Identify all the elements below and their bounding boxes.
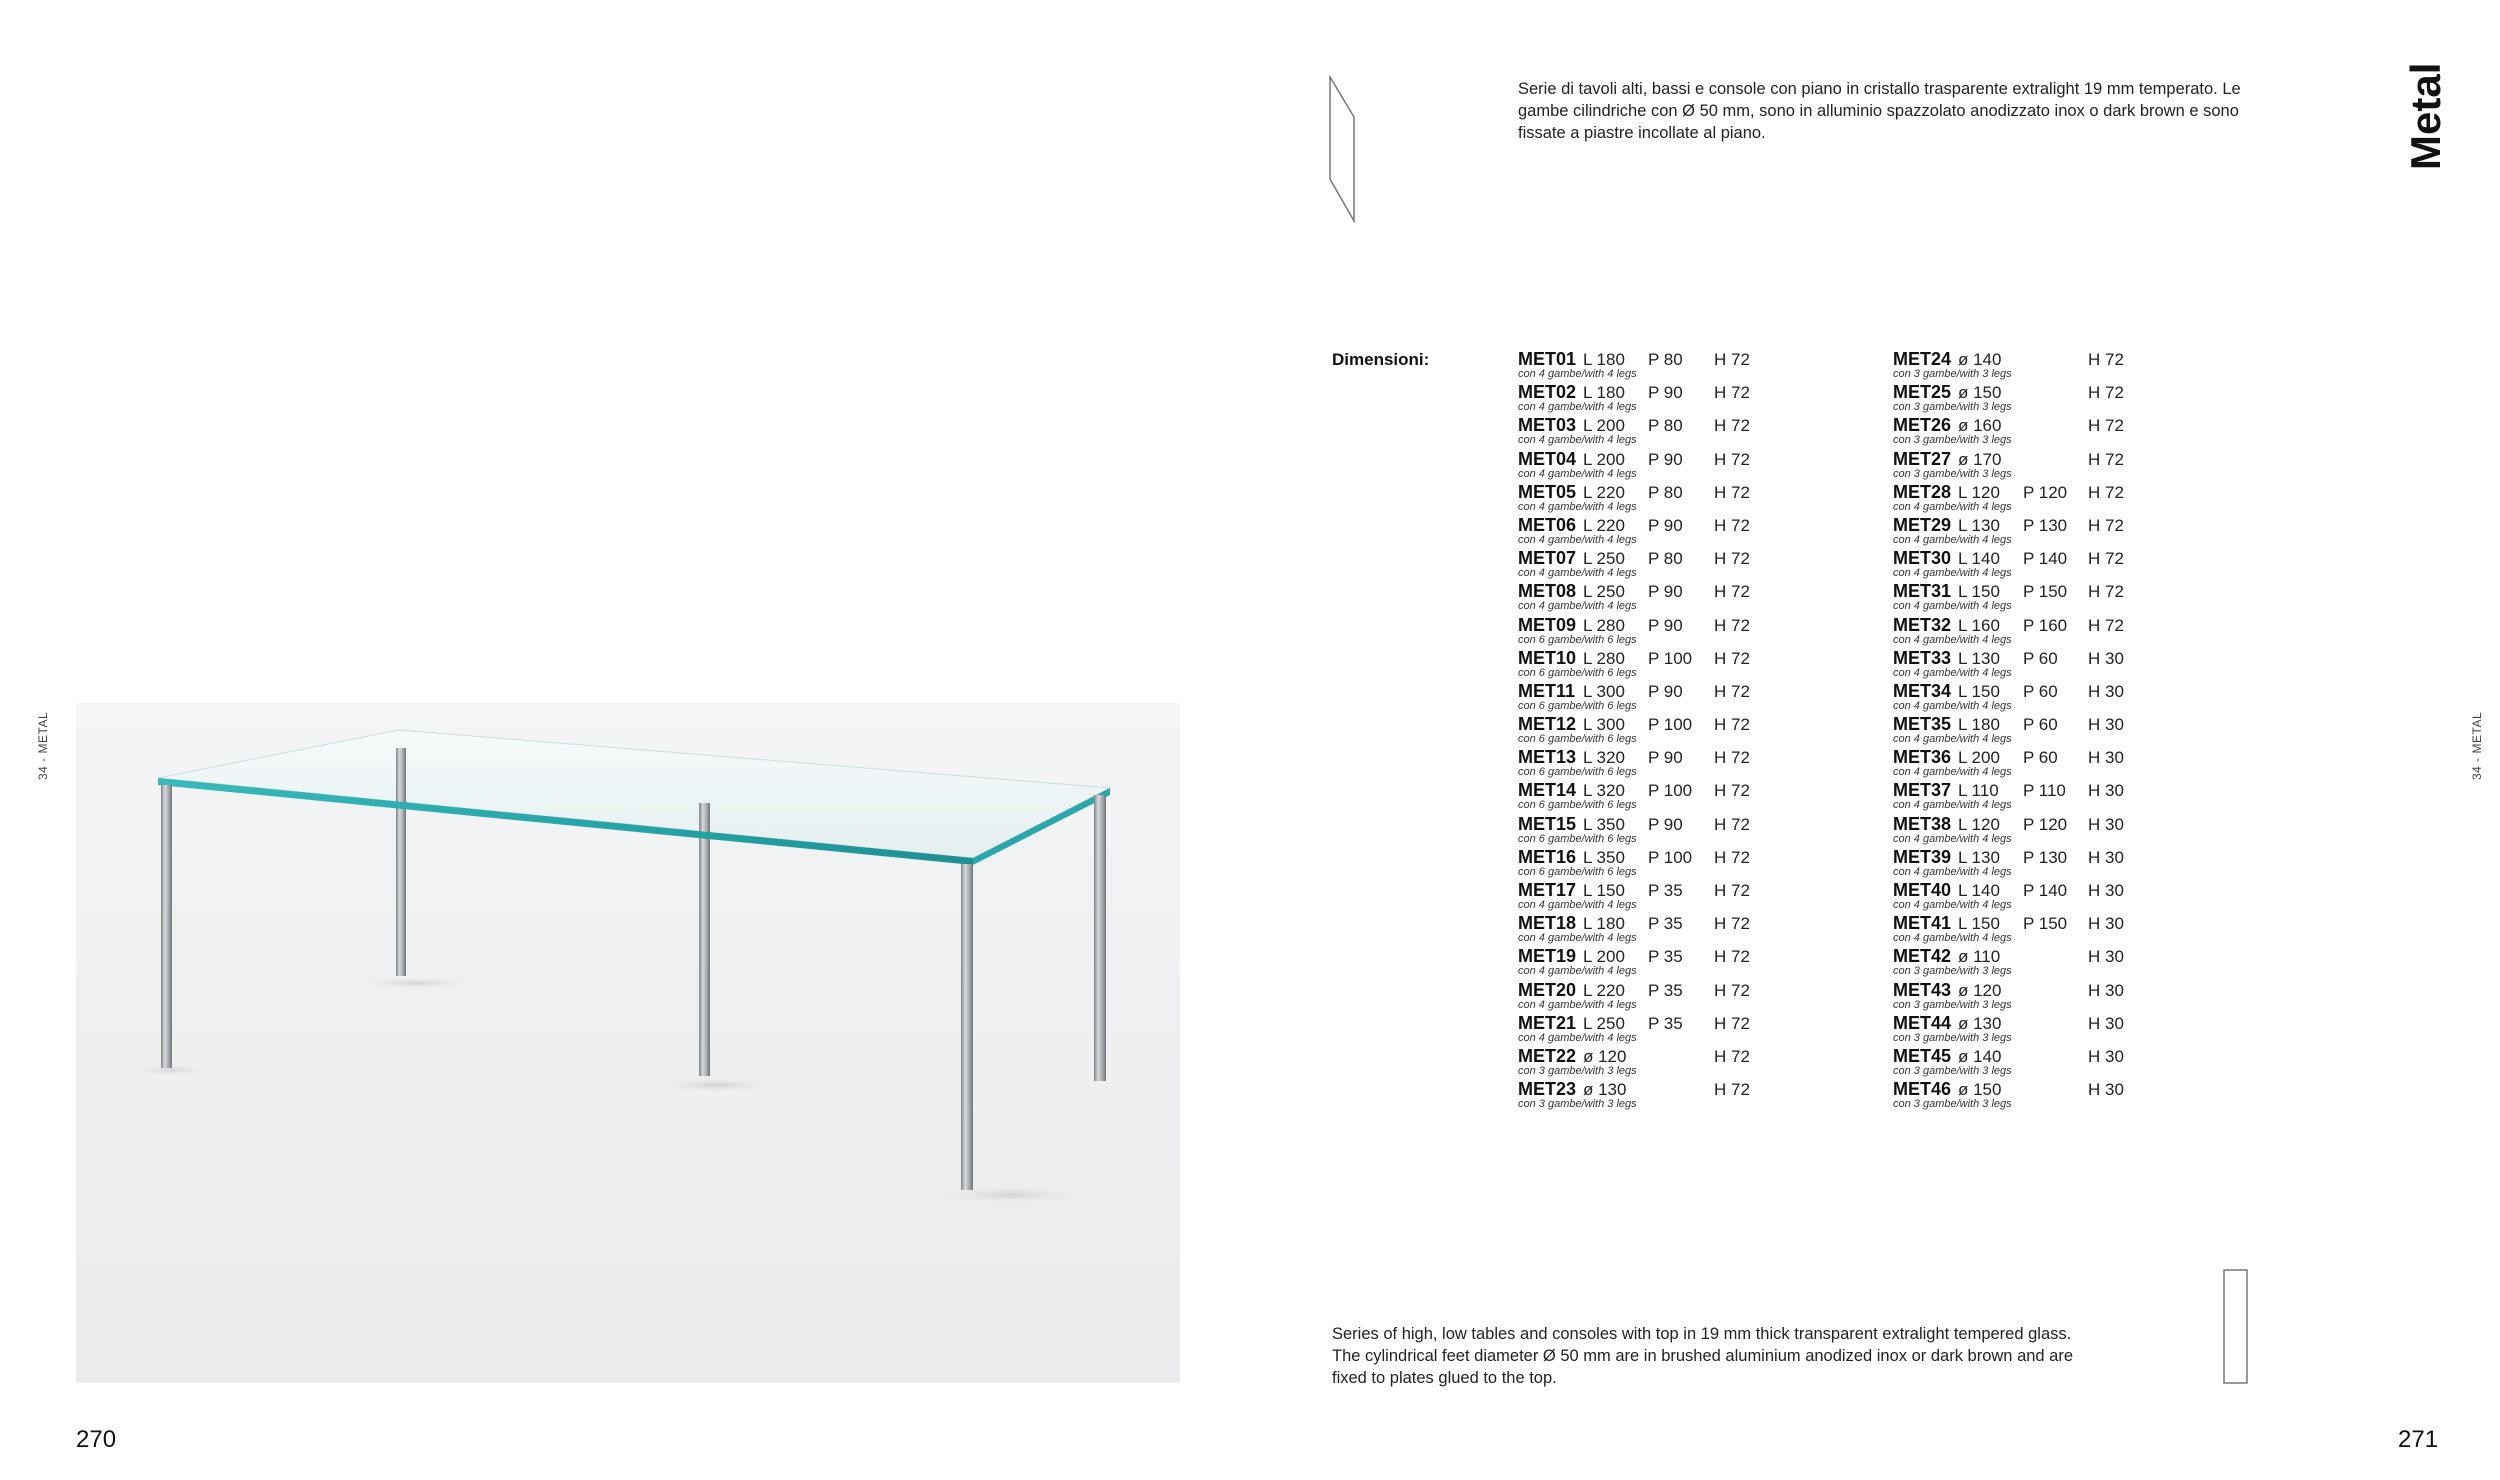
- dimension-length: L 150: [1958, 681, 2000, 701]
- dimension-depth: P 60: [2023, 748, 2058, 768]
- model-code: MET35: [1893, 714, 1952, 735]
- dimensions-column-left: [1518, 349, 1878, 1112]
- dimension-height: H 30: [2088, 781, 2124, 801]
- legs-note: con 3 gambe/with 3 legs: [1893, 965, 2012, 978]
- legs-note: con 4 gambe/with 4 legs: [1518, 368, 1637, 380]
- collection-title: Metal: [2402, 62, 2449, 170]
- model-code: MET17: [1518, 880, 1577, 900]
- model-code: MET11: [1518, 680, 1576, 701]
- model-code: MET33: [1893, 647, 1952, 668]
- legs-note: con 4 gambe/with 4 legs: [1518, 899, 1637, 911]
- model-code: MET03: [1518, 415, 1577, 436]
- model-code: MET36: [1893, 747, 1952, 768]
- legs-note: con 6 gambe/with 6 legs: [1518, 832, 1637, 845]
- dimension-length: L 120: [1958, 482, 2000, 502]
- dimension-height: H 72: [1714, 648, 1750, 668]
- dimension-length: L 130: [1958, 648, 2000, 668]
- dimension-depth: P 35: [1648, 947, 1683, 967]
- dimension-length: L 250: [1583, 582, 1625, 602]
- legs-note: con 3 gambe/with 3 legs: [1893, 368, 2012, 380]
- legs-note: con 6 gambe/with 6 legs: [1518, 699, 1637, 712]
- dimensions-label: Dimensioni:: [1332, 350, 1430, 369]
- dimension-depth: P 60: [2023, 715, 2058, 735]
- dimension-height: H 72: [1714, 980, 1750, 1000]
- dimension-length: ø 130: [1958, 1013, 2002, 1033]
- dimension-entry: [1893, 946, 2253, 979]
- legs-note: con 4 gambe/with 4 legs: [1893, 699, 2012, 712]
- dimension-entry: [1893, 648, 2253, 681]
- dimension-entry: [1893, 714, 2253, 747]
- table-leg-back-right: [699, 803, 710, 1076]
- dimension-depth: P 80: [1648, 482, 1683, 502]
- model-code: MET40: [1893, 880, 1952, 900]
- dimension-entry: [1518, 1046, 1878, 1079]
- legs-note: con 4 gambe/with 4 legs: [1893, 932, 2012, 945]
- dimension-entry: [1893, 1046, 2253, 1079]
- intro-italian: Serie di tavoli alti, bassi e console con piano in cristallo trasparente extralight 19 mm temperato. Le gambe cilindriche con Ø 50 mm, sono in alluminio spazzolato anodizzato inox o dark brown e sono fissate a piastre incollate al piano.: [1518, 80, 2241, 142]
- dimension-entry: [1893, 980, 2253, 1013]
- dimension-height: H 72: [1714, 1046, 1750, 1066]
- legs-note: con 3 gambe/with 3 legs: [1893, 998, 2012, 1011]
- dimension-height: H 72: [1714, 1013, 1750, 1033]
- model-code: MET23: [1518, 1079, 1577, 1100]
- model-code: MET32: [1893, 614, 1952, 635]
- dimension-depth: P 140: [2023, 881, 2068, 900]
- model-code: MET07: [1518, 548, 1577, 569]
- dimension-depth: P 120: [2023, 814, 2068, 834]
- page-number-left: 270: [76, 1426, 117, 1453]
- dimension-depth: P 130: [2023, 847, 2068, 867]
- dimension-height: H 72: [1714, 781, 1750, 801]
- model-code: MET29: [1893, 514, 1952, 535]
- dimension-entry: [1518, 980, 1878, 1013]
- dimension-length: L 280: [1583, 648, 1625, 668]
- dimension-length: L 180: [1583, 383, 1625, 403]
- model-code: MET18: [1518, 913, 1577, 934]
- dimension-length: L 200: [1958, 748, 2000, 768]
- legs-note: con 4 gambe/with 4 legs: [1893, 533, 2012, 546]
- model-code: MET04: [1518, 448, 1577, 469]
- dimension-depth: P 90: [1648, 748, 1683, 768]
- legs-note: con 4 gambe/with 4 legs: [1518, 500, 1637, 513]
- dimension-length: L 150: [1583, 881, 1625, 900]
- model-code: MET14: [1518, 780, 1577, 801]
- legs-note: con 4 gambe/with 4 legs: [1518, 932, 1637, 945]
- legs-note: con 3 gambe/with 3 legs: [1893, 467, 2012, 480]
- dimension-height: H 72: [1714, 847, 1750, 867]
- model-code: MET01: [1518, 349, 1577, 369]
- intro-english: Series of high, low tables and consoles with top in 19 mm thick transparent extralight tempered glass. The cylindrical feet diameter Ø 50 mm are in brushed aluminium anodized inox or dark brown and are fixed to plates glued to the top.: [1332, 1325, 2074, 1387]
- dimension-depth: P 60: [2023, 648, 2058, 668]
- legs-note: con 4 gambe/with 4 legs: [1893, 666, 2012, 679]
- dimension-entry: [1893, 515, 2253, 548]
- legs-note: con 4 gambe/with 4 legs: [1893, 500, 2012, 513]
- model-code: MET24: [1893, 349, 1952, 369]
- dimension-depth: P 100: [1648, 715, 1693, 735]
- legs-note: con 4 gambe/with 4 legs: [1518, 965, 1637, 978]
- dimension-length: ø 160: [1958, 416, 2002, 436]
- dimension-depth: P 80: [1648, 416, 1683, 436]
- model-code: MET05: [1518, 481, 1577, 502]
- legs-note: con 4 gambe/with 4 legs: [1893, 799, 2012, 812]
- dimension-entry: [1518, 548, 1878, 581]
- dimension-height: H 72: [1714, 383, 1750, 403]
- dimension-height: H 30: [2088, 847, 2124, 867]
- dimension-depth: P 150: [2023, 582, 2068, 602]
- dimension-entry: [1893, 880, 2253, 913]
- dimension-entry: [1518, 648, 1878, 681]
- dimension-entry: [1893, 1079, 2253, 1112]
- dimension-depth: P 90: [1648, 814, 1683, 834]
- dimension-height: H 30: [2088, 715, 2124, 735]
- dimension-entry: [1518, 449, 1878, 482]
- product-photo: [76, 703, 1180, 1383]
- dimension-height: H 72: [1714, 582, 1750, 602]
- model-code: MET45: [1893, 1045, 1952, 1066]
- legs-note: con 6 gambe/with 6 legs: [1518, 733, 1637, 746]
- dimension-entry: [1518, 780, 1878, 813]
- legs-note: con 4 gambe/with 4 legs: [1893, 865, 2012, 878]
- model-code: MET28: [1893, 481, 1952, 502]
- dimension-depth: P 35: [1648, 914, 1683, 934]
- dimension-depth: P 160: [2023, 615, 2068, 635]
- dimension-height: H 72: [2088, 350, 2124, 369]
- model-code: MET31: [1893, 581, 1952, 602]
- dimension-height: H 72: [1714, 449, 1750, 469]
- dimension-length: L 350: [1583, 814, 1625, 834]
- dimension-entry: [1518, 913, 1878, 946]
- model-code: MET16: [1518, 846, 1577, 867]
- legs-note: con 4 gambe/with 4 legs: [1518, 434, 1637, 447]
- dimension-length: L 180: [1583, 914, 1625, 934]
- model-code: MET34: [1893, 680, 1952, 701]
- legs-note: con 4 gambe/with 4 legs: [1518, 998, 1637, 1011]
- dimension-depth: P 140: [2023, 549, 2068, 569]
- dimension-height: H 30: [2088, 814, 2124, 834]
- dimension-height: H 72: [1714, 715, 1750, 735]
- dimension-entry: [1893, 349, 2253, 382]
- glass-table-illustration: [76, 703, 1180, 1383]
- dimension-entry: [1518, 382, 1878, 415]
- dimension-entry: [1518, 880, 1878, 913]
- legs-note: con 3 gambe/with 3 legs: [1893, 434, 2012, 447]
- dimension-length: L 160: [1958, 615, 2000, 635]
- dimension-entry: [1893, 847, 2253, 880]
- dimension-depth: P 110: [2023, 781, 2066, 801]
- dimension-height: H 30: [2088, 681, 2124, 701]
- legs-note: con 6 gambe/with 6 legs: [1518, 633, 1637, 646]
- dimension-length: ø 140: [1958, 350, 2002, 369]
- dimension-entry: [1518, 714, 1878, 747]
- dimension-height: H 72: [2088, 615, 2124, 635]
- model-code: MET20: [1518, 979, 1577, 1000]
- legs-note: con 4 gambe/with 4 legs: [1893, 733, 2012, 746]
- dimension-entry: [1893, 615, 2253, 648]
- legs-note: con 6 gambe/with 6 legs: [1518, 799, 1637, 812]
- dimension-length: L 350: [1583, 847, 1625, 867]
- dimension-height: H 72: [2088, 515, 2124, 535]
- dimension-length: L 140: [1958, 881, 2000, 900]
- dimension-height: H 30: [2088, 881, 2124, 900]
- legs-note: con 6 gambe/with 6 legs: [1518, 766, 1637, 779]
- model-code: MET43: [1893, 979, 1952, 1000]
- page-number-right: 271: [2398, 1426, 2439, 1453]
- table-leg-front-left: [161, 785, 172, 1068]
- dimension-depth: P 100: [1648, 847, 1693, 867]
- model-code: MET22: [1518, 1045, 1577, 1066]
- dimension-height: H 72: [2088, 449, 2124, 469]
- dimension-length: L 120: [1958, 814, 2000, 834]
- dimension-entry: [1518, 1079, 1878, 1112]
- dimension-depth: P 35: [1648, 980, 1683, 1000]
- legs-note: con 4 gambe/with 4 legs: [1893, 832, 2012, 845]
- model-code: MET02: [1518, 382, 1577, 403]
- model-code: MET10: [1518, 647, 1577, 668]
- dimension-entry: [1518, 1013, 1878, 1046]
- dimension-height: H 72: [1714, 615, 1750, 635]
- dimension-height: H 72: [1714, 482, 1750, 502]
- legs-note: con 3 gambe/with 3 legs: [1893, 1031, 2012, 1044]
- model-code: MET42: [1893, 946, 1952, 967]
- dimension-length: ø 120: [1958, 980, 2002, 1000]
- dimension-length: L 150: [1958, 582, 2000, 602]
- dimension-entry: [1893, 913, 2253, 946]
- model-code: MET21: [1518, 1012, 1577, 1033]
- dimension-height: H 30: [2088, 1013, 2124, 1033]
- legs-note: con 4 gambe/with 4 legs: [1518, 401, 1637, 414]
- dimension-height: H 72: [1714, 814, 1750, 834]
- dimension-depth: P 60: [2023, 681, 2058, 701]
- dimension-depth: P 80: [1648, 549, 1683, 569]
- dimension-depth: P 90: [1648, 449, 1683, 469]
- legs-note: con 6 gambe/with 6 legs: [1518, 865, 1637, 878]
- dimension-height: H 30: [2088, 1080, 2124, 1100]
- right-side-label: 34 - METAL: [2470, 711, 2484, 780]
- dimension-entry: [1518, 349, 1878, 382]
- dimension-entry: [1518, 482, 1878, 515]
- model-code: MET30: [1893, 548, 1952, 569]
- dimension-depth: P 90: [1648, 515, 1683, 535]
- dimension-length: L 150: [1958, 914, 2000, 934]
- model-code: MET27: [1893, 448, 1952, 469]
- dimension-height: H 30: [2088, 1046, 2124, 1066]
- dimension-height: H 72: [1714, 748, 1750, 768]
- dimension-length: L 200: [1583, 449, 1625, 469]
- legs-note: con 4 gambe/with 4 legs: [1893, 899, 2012, 911]
- dimension-depth: P 120: [2023, 482, 2068, 502]
- dimension-height: H 72: [1714, 549, 1750, 569]
- legs-note: con 4 gambe/with 4 legs: [1893, 600, 2012, 613]
- dimension-length: ø 170: [1958, 449, 2002, 469]
- dimension-length: L 140: [1958, 549, 2000, 569]
- legs-note: con 4 gambe/with 4 legs: [1518, 567, 1637, 580]
- legs-note: con 4 gambe/with 4 legs: [1893, 766, 2012, 779]
- dimension-height: H 72: [1714, 515, 1750, 535]
- dimension-length: ø 110: [1958, 947, 2001, 967]
- dimension-height: H 72: [2088, 482, 2124, 502]
- dimension-entry: [1893, 814, 2253, 847]
- legs-note: con 4 gambe/with 4 legs: [1518, 1031, 1637, 1044]
- dimension-length: L 250: [1583, 1013, 1625, 1033]
- legs-note: con 4 gambe/with 4 legs: [1518, 600, 1637, 613]
- legs-note: con 3 gambe/with 3 legs: [1893, 1064, 2012, 1077]
- dimension-entry: [1518, 615, 1878, 648]
- dimension-length: L 300: [1583, 715, 1625, 735]
- legs-note: con 6 gambe/with 6 legs: [1518, 666, 1637, 679]
- dimension-depth: P 150: [2023, 914, 2068, 934]
- legs-note: con 4 gambe/with 4 legs: [1518, 533, 1637, 546]
- model-code: MET44: [1893, 1012, 1952, 1033]
- dimension-entry: [1518, 415, 1878, 448]
- dimension-length: L 220: [1583, 980, 1625, 1000]
- dimension-height: H 30: [2088, 914, 2124, 934]
- dimension-height: H 72: [2088, 383, 2124, 403]
- dimension-length: L 130: [1958, 847, 2000, 867]
- model-code: MET19: [1518, 946, 1577, 967]
- dimension-entry: [1518, 747, 1878, 780]
- model-code: MET15: [1518, 813, 1577, 834]
- dimension-length: L 200: [1583, 947, 1625, 967]
- model-code: MET06: [1518, 514, 1577, 535]
- dimension-entry: [1893, 780, 2253, 813]
- dimension-length: L 180: [1958, 715, 2000, 735]
- legs-note: con 3 gambe/with 3 legs: [1518, 1098, 1637, 1111]
- model-code: MET09: [1518, 614, 1577, 635]
- dimension-length: L 220: [1583, 482, 1625, 502]
- dimension-entry: [1518, 946, 1878, 979]
- table-leg-back-left: [396, 748, 406, 976]
- dimension-height: H 72: [1714, 881, 1750, 900]
- glass-pane-icon: [1328, 75, 1358, 223]
- model-code: MET37: [1893, 780, 1952, 801]
- legs-note: con 3 gambe/with 3 legs: [1893, 401, 2012, 414]
- dimension-length: L 320: [1583, 781, 1625, 801]
- dimension-depth: P 90: [1648, 615, 1683, 635]
- dimension-height: H 72: [1714, 416, 1750, 436]
- dimension-height: H 72: [1714, 350, 1750, 369]
- legs-note: con 4 gambe/with 4 legs: [1518, 467, 1637, 480]
- dimension-length: L 220: [1583, 515, 1625, 535]
- dimension-entry: [1893, 681, 2253, 714]
- dimension-length: L 130: [1958, 515, 2000, 535]
- dimension-depth: P 90: [1648, 681, 1683, 701]
- dimension-height: H 30: [2088, 648, 2124, 668]
- dimension-entry: [1518, 814, 1878, 847]
- dimension-depth: P 90: [1648, 582, 1683, 602]
- model-code: MET26: [1893, 415, 1952, 436]
- dimension-height: H 30: [2088, 748, 2124, 768]
- legs-note: con 3 gambe/with 3 legs: [1518, 1064, 1637, 1077]
- dimension-height: H 72: [2088, 416, 2124, 436]
- legs-note: con 4 gambe/with 4 legs: [1893, 633, 2012, 646]
- dimension-entry: [1518, 681, 1878, 714]
- dimension-length: L 110: [1958, 781, 1999, 801]
- dimension-height: H 30: [2088, 980, 2124, 1000]
- dimension-length: L 180: [1583, 350, 1625, 369]
- dimension-entry: [1893, 482, 2253, 515]
- model-code: MET08: [1518, 581, 1577, 602]
- model-code: MET41: [1893, 913, 1952, 934]
- dimensions-column-right: [1893, 349, 2253, 1112]
- glass-panel-icon: [2222, 1268, 2250, 1386]
- dimension-entry: [1893, 449, 2253, 482]
- dimension-depth: P 130: [2023, 515, 2068, 535]
- table-leg-right: [1094, 795, 1106, 1081]
- dimension-entry: [1893, 581, 2253, 614]
- dimension-length: ø 130: [1583, 1080, 1627, 1100]
- legs-note: con 3 gambe/with 3 legs: [1893, 1098, 2012, 1111]
- dimension-height: H 72: [1714, 914, 1750, 934]
- dimension-entry: [1518, 515, 1878, 548]
- table-leg-front-right: [961, 864, 973, 1190]
- dimension-length: ø 150: [1958, 1080, 2002, 1100]
- dimension-entry: [1893, 382, 2253, 415]
- dimension-depth: P 35: [1648, 881, 1683, 900]
- dimension-height: H 72: [2088, 549, 2124, 569]
- model-code: MET39: [1893, 846, 1952, 867]
- dimension-length: ø 140: [1958, 1046, 2002, 1066]
- dimension-entry: [1893, 1013, 2253, 1046]
- dimension-height: H 72: [2088, 582, 2124, 602]
- dimension-depth: P 100: [1648, 781, 1693, 801]
- dimension-entry: [1893, 548, 2253, 581]
- dimension-length: L 320: [1583, 748, 1625, 768]
- dimension-depth: P 90: [1648, 383, 1683, 403]
- dimension-entry: [1518, 847, 1878, 880]
- dimension-height: H 72: [1714, 681, 1750, 701]
- model-code: MET25: [1893, 382, 1952, 403]
- dimension-entry: [1893, 747, 2253, 780]
- legs-note: con 4 gambe/with 4 legs: [1893, 567, 2012, 580]
- dimension-height: H 30: [2088, 947, 2124, 967]
- dimension-entry: [1518, 581, 1878, 614]
- model-code: MET12: [1518, 714, 1577, 735]
- dimension-length: L 300: [1583, 681, 1625, 701]
- dimension-length: ø 150: [1958, 383, 2002, 403]
- model-code: MET13: [1518, 747, 1577, 768]
- dimension-length: L 280: [1583, 615, 1625, 635]
- dimension-depth: P 35: [1648, 1013, 1683, 1033]
- model-code: MET38: [1893, 813, 1952, 834]
- dimension-length: L 250: [1583, 549, 1625, 569]
- dimension-depth: P 80: [1648, 350, 1683, 369]
- model-code: MET46: [1893, 1079, 1952, 1100]
- dimension-depth: P 100: [1648, 648, 1693, 668]
- dimension-height: H 72: [1714, 947, 1750, 967]
- dimension-height: H 72: [1714, 1080, 1750, 1100]
- dimension-length: ø 120: [1583, 1046, 1627, 1066]
- left-side-label: 34 - METAL: [36, 711, 50, 780]
- dimension-entry: [1893, 415, 2253, 448]
- dimension-length: L 200: [1583, 416, 1625, 436]
